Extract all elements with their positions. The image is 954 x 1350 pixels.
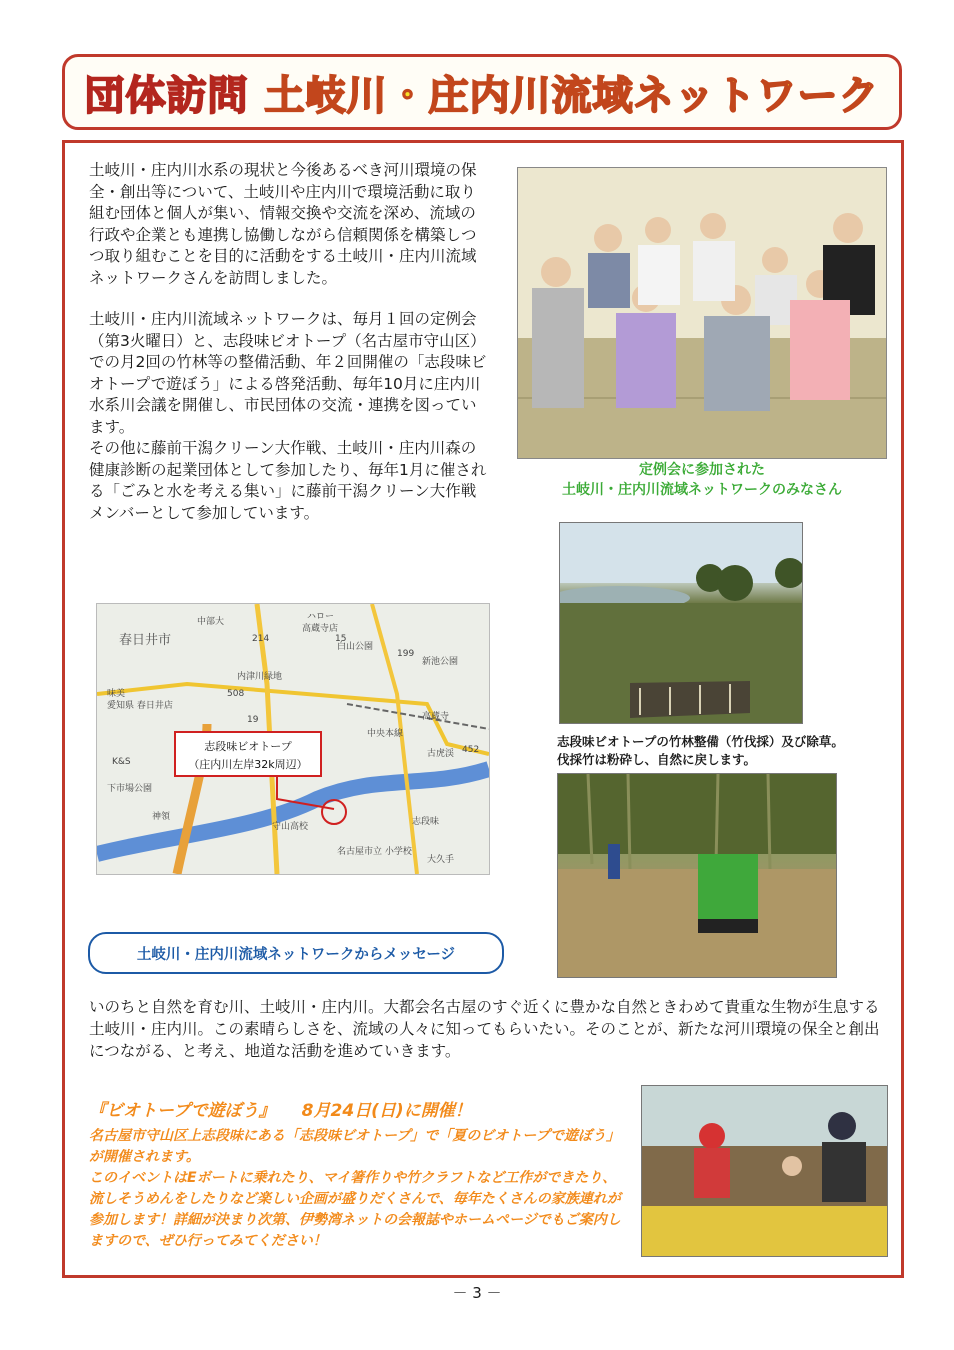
map-place-kasugai: 春日井市 xyxy=(119,633,172,648)
location-map xyxy=(96,603,490,875)
field-photo-illustration xyxy=(560,523,802,723)
map-road-508: 508 xyxy=(227,689,245,699)
group-photo-caption xyxy=(512,460,892,500)
event-photo-illustration xyxy=(642,1086,887,1256)
event-description xyxy=(89,1126,629,1252)
map-place-shimoichiba: 下市場公園 xyxy=(107,784,153,794)
field-photo-caption xyxy=(557,733,847,769)
map-place-shinjo: 新池公園 xyxy=(422,657,459,667)
event-date: 8月24日(日)に開催！ xyxy=(301,1101,472,1121)
group-caption-line-1: 定例会に参加された xyxy=(639,462,765,478)
group-photo-illustration xyxy=(518,168,886,458)
event-title xyxy=(89,1096,472,1121)
title-category: 団体訪問 xyxy=(84,72,249,119)
map-place-ajiyoshi: 味美 xyxy=(107,689,126,699)
map-place-ks: K&S xyxy=(112,757,131,767)
group-caption-line-2: 土岐川・庄内川流域ネットワークのみなさん xyxy=(562,482,842,498)
map-road-214: 214 xyxy=(252,634,270,644)
map-place-hakusan: 白山公園 xyxy=(337,642,374,652)
map-label-line-1: 志段味ビオトープ xyxy=(204,740,292,753)
intro-paragraph-2: 土岐川・庄内川流域ネットワークは、毎月１回の定例会（第3火曜日）と、志段味ビオトープ（名古屋市守山区）での月2回の竹林等の整備活動、年２回開催の「志段味ビオトープで遊ぼう」による啓発活動、毎年10月に庄内川水系川会議を開催し、市民団体の交流・連携を図っています。 xyxy=(89,310,487,436)
map-place-kozoji: 高蔵寺店 xyxy=(302,624,339,634)
map-place-kozoji-station: 高蔵寺 xyxy=(422,712,450,722)
map-place-moriyama: 守山高校 xyxy=(272,822,309,832)
map-road-452: 452 xyxy=(462,745,480,755)
map-place-kodama: 古虎渓 xyxy=(427,749,455,759)
event-line-1: 名古屋市守山区上志段味にある「志段味ビオトープ」で「夏のビオトープで遊ぼう」が開催されます。 xyxy=(89,1128,621,1165)
group-photo xyxy=(517,167,887,459)
map-road-15: 15 xyxy=(335,634,347,644)
field-caption-line-2: 伐採竹は粉砕し、自然に戻します。 xyxy=(557,752,757,767)
intro-text xyxy=(89,160,487,544)
map-place-jinryo: 神領 xyxy=(152,812,171,822)
event-photo xyxy=(641,1085,888,1257)
map-place-aichi-kasugai: 愛知県 春日井店 xyxy=(107,701,173,711)
map-place-chubu: 中部大 xyxy=(197,617,225,627)
map-place-uchitsu: 内津川緑地 xyxy=(237,672,283,682)
map-road-19: 19 xyxy=(247,715,259,725)
map-place-shiota: 志段味 xyxy=(412,817,440,827)
page-number: － 3 － xyxy=(452,1284,502,1302)
map-label-line-2: （庄内川左岸32k周辺） xyxy=(188,758,308,771)
message-banner xyxy=(88,932,504,974)
map-illustration xyxy=(97,604,489,874)
bamboo-photo-illustration xyxy=(558,774,836,977)
biotope-field-photo xyxy=(559,522,803,724)
message-banner-text: 土岐川・庄内川流域ネットワークからメッセージ xyxy=(136,946,456,963)
title-organization: 土岐川・庄内川流域ネットワーク xyxy=(264,72,880,119)
page-title xyxy=(65,57,899,127)
intro-paragraph-3: その他に藤前干潟クリーン大作戦、土岐川・庄内川森の健康診断の起業団体として参加したり、毎年1月に催される「ごみと水を考える集い」に藤前干潟クリーン大作戦メンバーとして参加しています。 xyxy=(89,439,487,522)
event-name: 『ビオトープで遊ぼう』 xyxy=(89,1101,276,1121)
event-line-2: このイベントはEボートに乗れたり、マイ箸作りや竹クラフトなど工作ができたり、流しそうめんをしたりなど楽しい企画が盛りだくさんで、毎年たくさんの家族連れが参加します！詳細が決まり次第、伊勢湾ネットの会報誌やホームページでもご案内しますので、ぜひ行ってみてください！ xyxy=(89,1170,621,1249)
map-place-chuo-line: 中央本線 xyxy=(367,729,404,739)
bamboo-work-photo xyxy=(557,773,837,978)
map-place-nagoya-school: 名古屋市立 小学校 xyxy=(337,847,412,857)
map-road-199: 199 xyxy=(397,649,415,659)
intro-paragraph-1: 土岐川・庄内川水系の現状と今後あるべき河川環境の保全・創出等について、土岐川や庄内川で環境活動に取り組む団体と個人が集い、情報交換や交流を深め、流域の行政や企業とも連携し協働しながら信頼関係を構築しつつ取り組むことを目的に活動をする土岐川・庄内川流域ネットワークさんを訪問しました。 xyxy=(89,161,477,287)
map-place-okubo: 大久手 xyxy=(427,855,455,865)
message-text: いのちと自然を育む川、土岐川・庄内川。大都会名古屋のすぐ近くに豊かな自然ときわめて貴重な生物が生息する土岐川・庄内川。この素晴らしさを、流域の人々に知ってもらいたい。そのことが、新たな河川環境の保全と創出につながる、と考え、地道な活動を進めていきます。 xyxy=(89,998,880,1060)
title-banner xyxy=(62,54,902,130)
field-caption-line-1: 志段味ビオトープの竹林整備（竹伐採）及び除草。 xyxy=(557,734,844,749)
map-place-harrow: ハロー xyxy=(307,612,335,622)
